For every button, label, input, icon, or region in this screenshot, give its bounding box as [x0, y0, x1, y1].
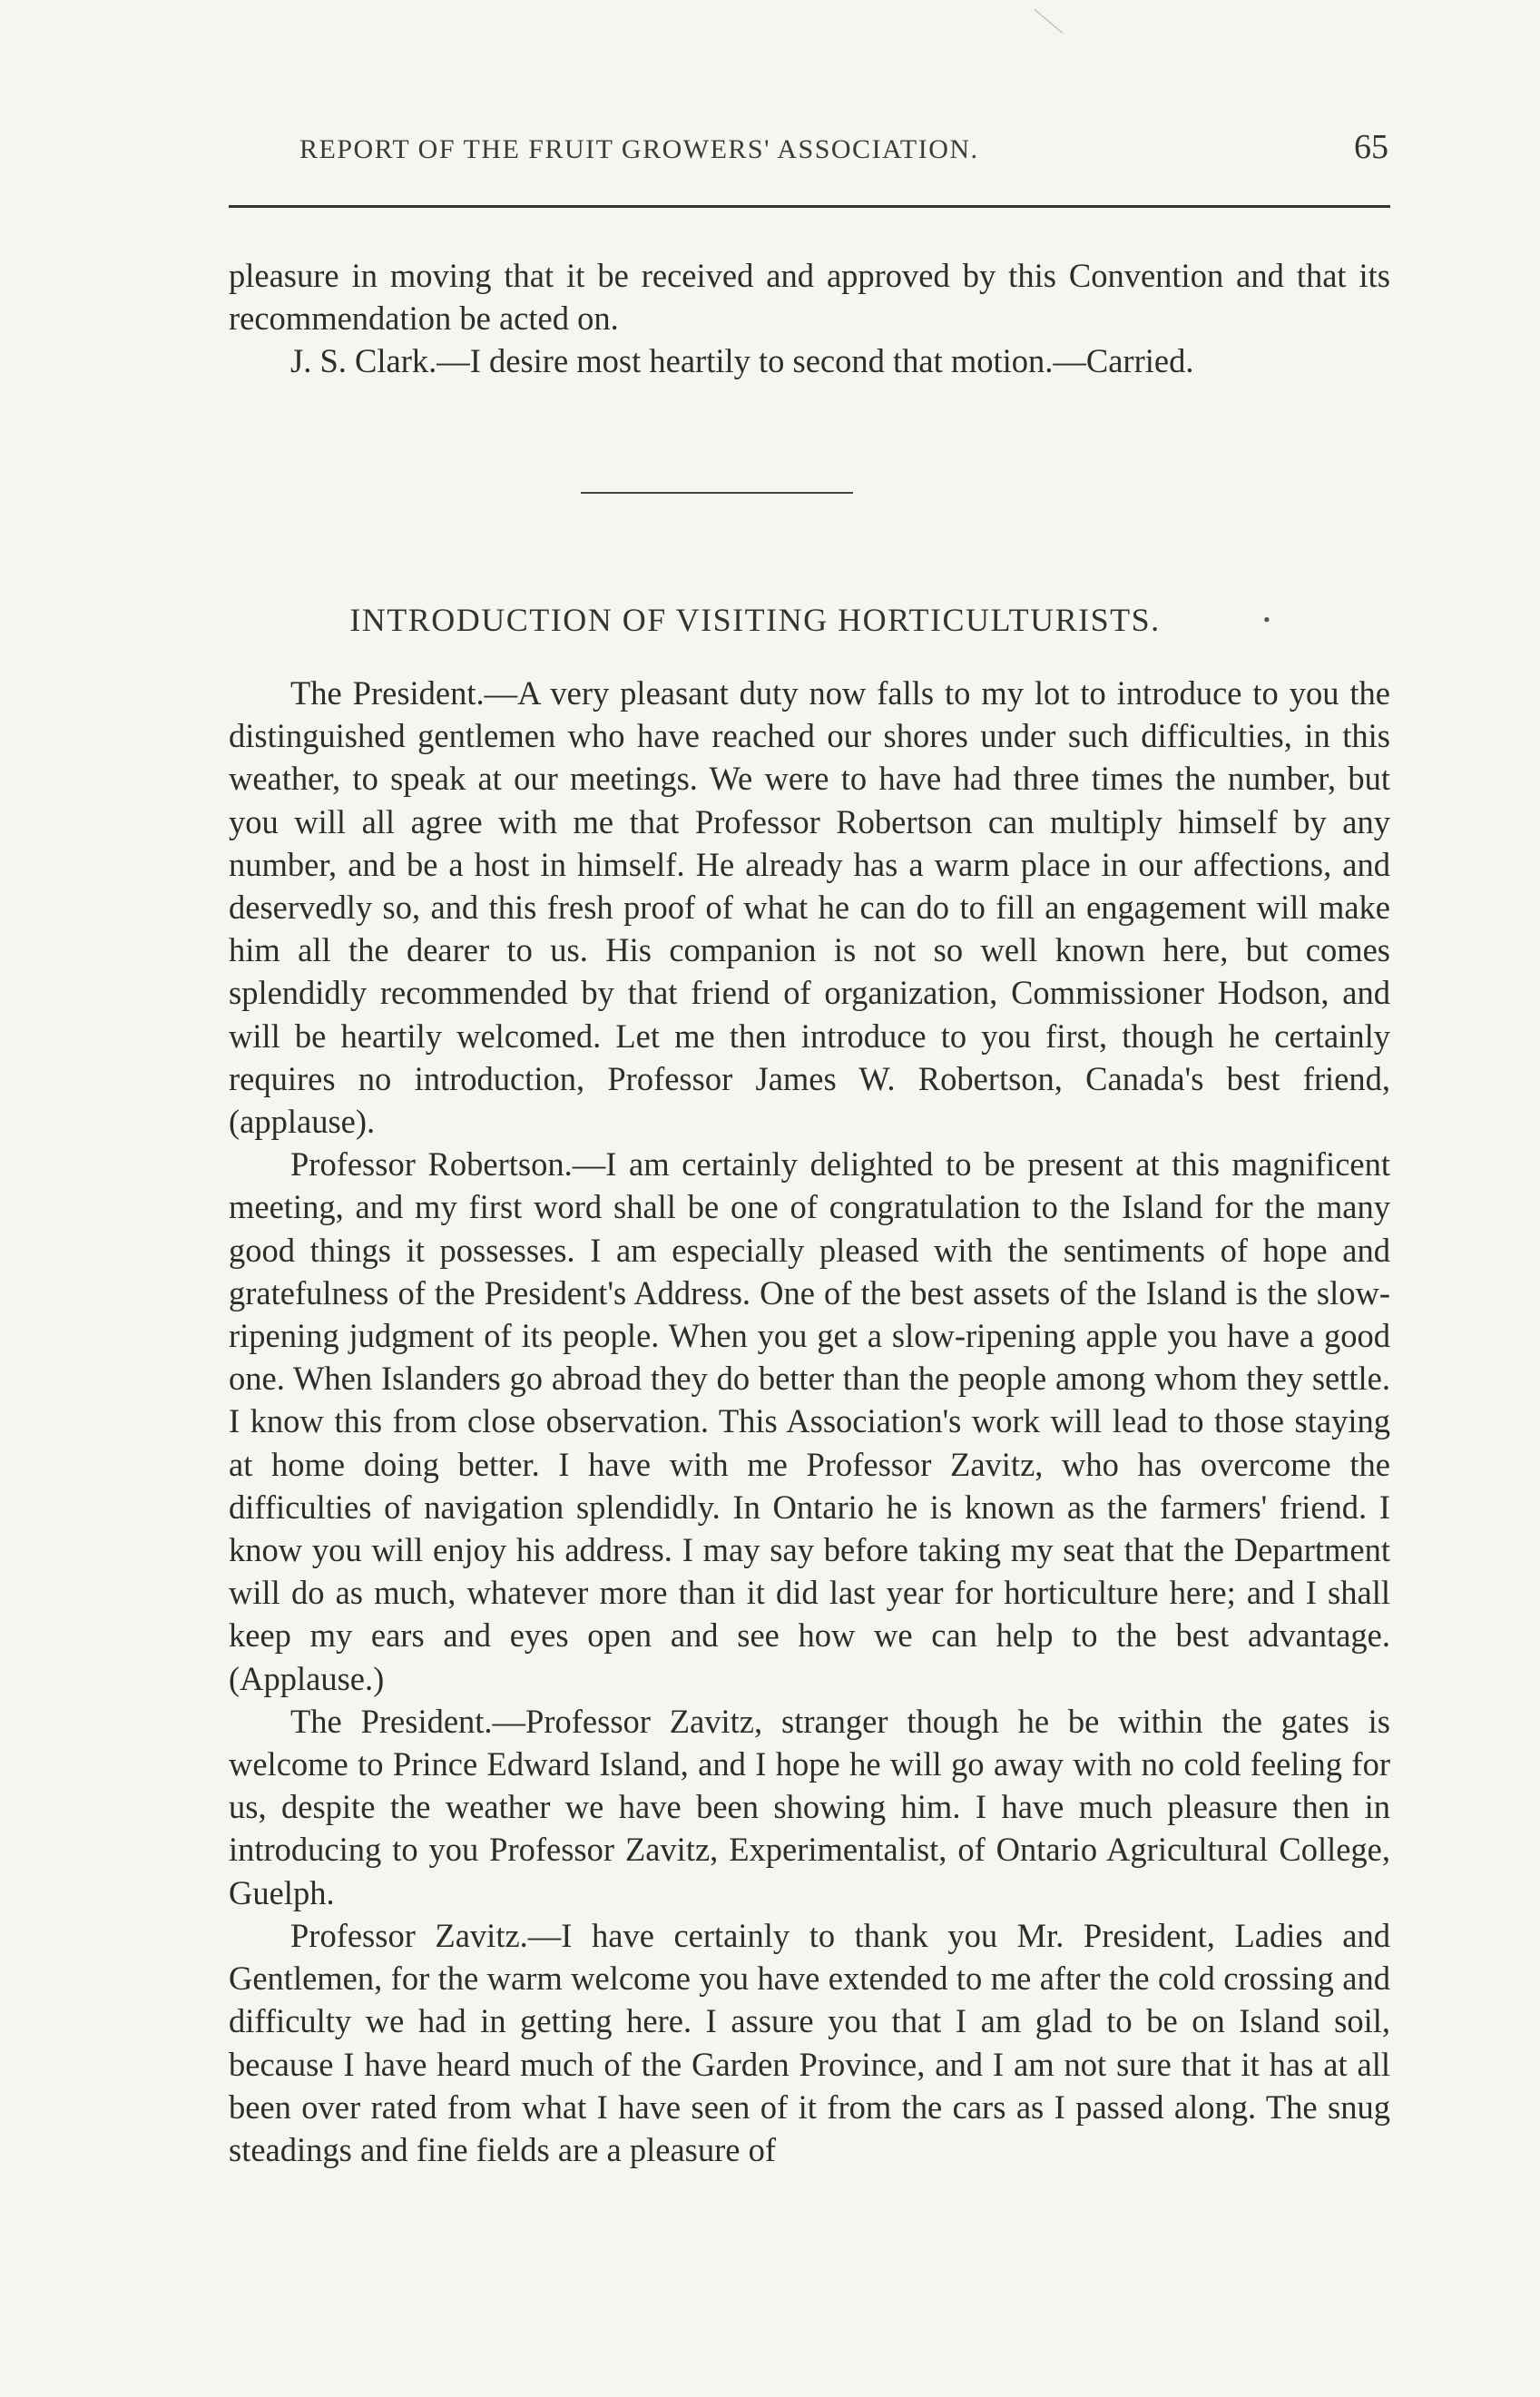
main-text — [229, 672, 1390, 2171]
paragraph-robertson: Professor Robertson.—I am certainly delighted to be present at this magnificent meeting, and my first word shall be one of congratulation to the Island for the many good things it possesses. I am especially pleased with the sentiments of hope and gratefulness of the President's Address. One of the best assets of the Island is the slow-ripening judgment of its people. When you get a slow-ripening apple you have a good one. When Islanders go abroad they do better than the people among whom they settle. I know this from close observation. This Association's work will lead to those staying at home doing better. I have with me Professor Zavitz, who has overcome the difficulties of navigation splendidly. In Ontario he is known as the farmers' friend. I know you will enjoy his address. I may say before taking my seat that the Department will do as much, whatever more than it did last year for horticulture here; and I shall keep my ears and eyes open and see how we can help to the best advantage. (Applause.) — [229, 1145, 1390, 1697]
continuation-paragraph: pleasure in moving that it be received and approved by this Convention and that its recommendation be acted on. — [229, 257, 1390, 338]
paragraph-president-intro: The President.—A very pleasant duty now falls to my lot to introduce to you the distinguished gentlemen who have reached our shores under such difficulties, in this weather, to speak at our meetings. We were to have had three times the number, but you will all agree with me that Professor Robertson can multiply himself by any number, and be a host in himself. He already has a warm place in our affections, and deservedly so, and this fresh proof of what he can do to fill an engagement will make him all the dearer to us. His companion is not so well known here, but comes splendidly recommended by that friend of organization, Commissioner Hodson, and will be heartily welcomed. Let me then introduce to you first, though he certainly requires no introduction, Professor James W. Robertson, Canada's best friend, (applause). — [229, 674, 1390, 1141]
header-rule — [229, 205, 1390, 208]
running-head: REPORT OF THE FRUIT GROWERS' ASSOCIATION. — [299, 134, 979, 164]
paragraph-president-zavitz: The President.—Professor Zavitz, stranger though he be within the gates is welcome to Prince Edward Island, and I hope he will go away with no cold feeling for us, despite the weather we have been showing him. I have much pleasure then in introducing to you Professor Zavitz, Experimentalist, of Ontario Agricultural College, Guelph. — [229, 1702, 1390, 1911]
scan-mark — [1035, 9, 1063, 33]
bullet-mark: • — [1263, 608, 1270, 631]
section-title: INTRODUCTION OF VISITING HORTICULTURISTS. — [349, 602, 1161, 638]
section-divider — [581, 492, 853, 494]
continuation-block — [229, 254, 1390, 383]
clark-paragraph: J. S. Clark.—I desire most heartily to second that motion.—Carried. — [290, 342, 1194, 380]
paragraph-zavitz: Professor Zavitz.—I have certainly to thank you Mr. President, Ladies and Gentlemen, for the warm welcome you have extended to me after the cold crossing and difficulty we had in getting here. I assure you that I am glad to be on Island soil, because I have heard much of the Garden Province, and I am not sure that it has at all been over rated from what I have seen of it from the cars as I passed along. The snug steadings and fine fields are a pleasure of — [229, 1916, 1390, 2168]
page-number: 65 — [1354, 128, 1388, 166]
